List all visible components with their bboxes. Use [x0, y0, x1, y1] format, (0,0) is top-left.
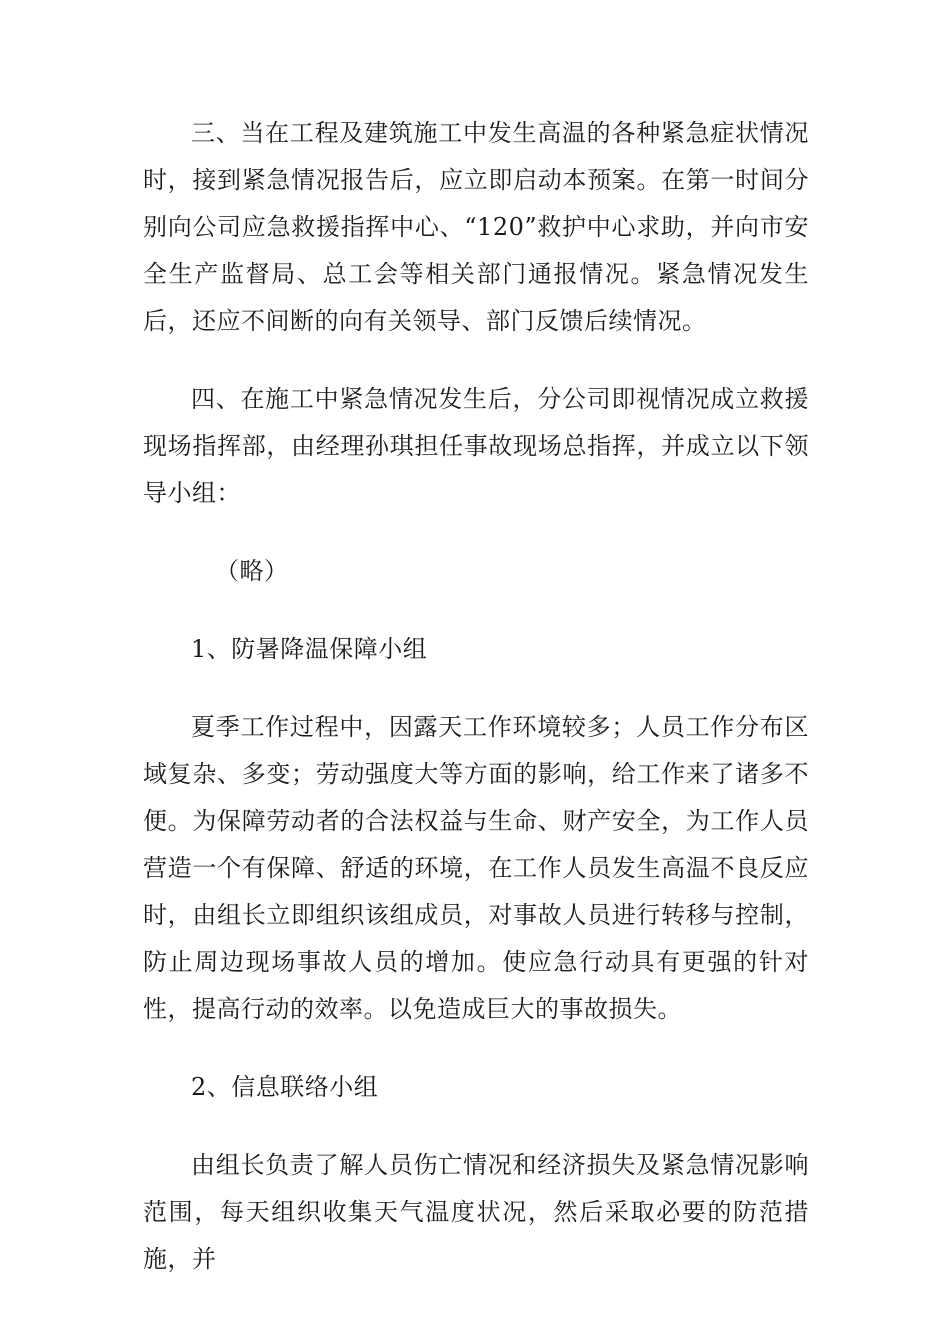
document-body [143, 110, 809, 1314]
section-heading-liaison-group: 2、信息联络小组 [191, 1073, 379, 1101]
paragraph-emergency-response: 三、当在工程及建筑施工中发生高温的各种紧急症状情况时，接到紧急情况报告后，应立即启动本预案。在第一时间分别向公司应急救援指挥中心、“120”救护中心求助，并向市安全生产监督局、总工会等相关部门通报情况。紧急情况发生后，还应不间断的向有关领导、部门反馈后续情况。 [143, 119, 809, 335]
paragraph-liaison-group: 由组长负责了解人员伤亡情况和经济损失及紧急情况影响范围，每天组织收集天气温度状况，然后采取必要的防范措施，并 [143, 1151, 809, 1273]
paragraph-heatstroke-group: 夏季工作过程中，因露天工作环境较多；人员工作分布区域复杂、多变；劳动强度大等方面的影响，给工作来了诸多不便。为保障劳动者的合法权益与生命、财产安全，为工作人员营造一个有保障、舒适的环境，在工作人员发生高温不良反应时，由组长立即组织该组成员，对事故人员进行转移与控制，防止周边现场事故人员的增加。使应急行动具有更强的针对性，提高行动的效率。以免造成巨大的事故损失。 [143, 713, 809, 1023]
paragraph-omitted: （略） [215, 557, 289, 585]
section-heading-heatstroke-group: 1、防暑降温保障小组 [191, 635, 428, 663]
paragraph-command-center: 四、在施工中紧急情况发生后，分公司即视情况成立救援现场指挥部，由经理孙琪担任事故现场总指挥，并成立以下领导小组： [143, 385, 809, 507]
